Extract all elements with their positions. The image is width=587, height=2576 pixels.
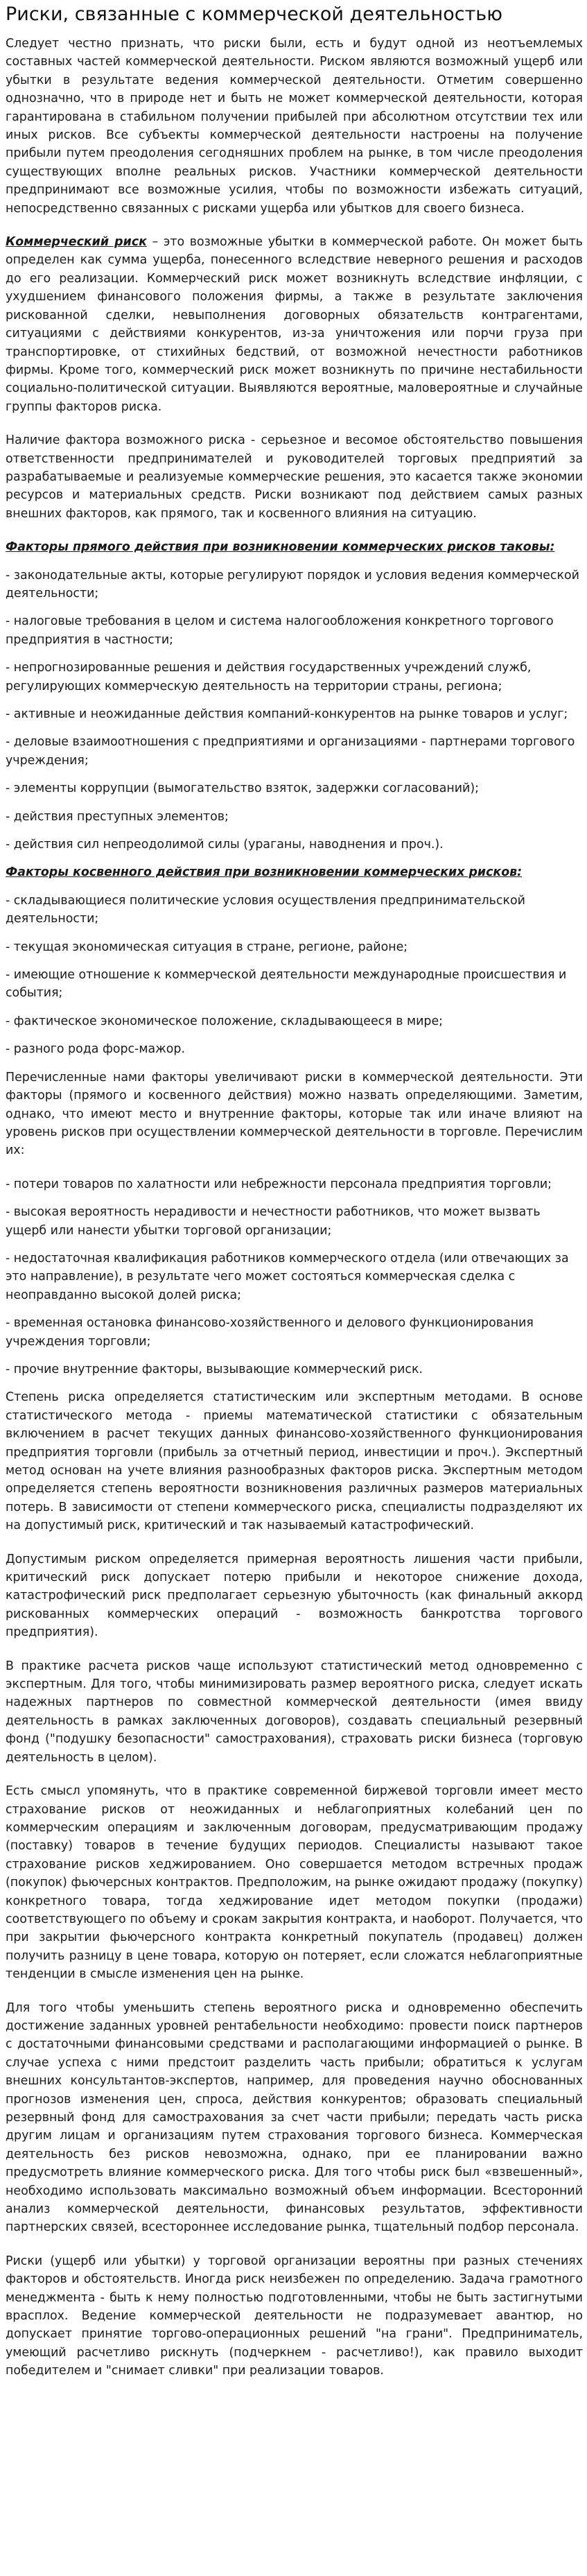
list-item: - фактическое экономическое положение, складывающееся в мире; <box>6 1014 444 1028</box>
term-highlight: Коммерческий риск <box>6 235 147 250</box>
paragraph: Есть смысл упомянуть, что в практике современной биржевой торговли имеет место страхование рисков от неожиданных и неблагоприятных колебаний цен по коммерческим операциям и заключенным договорам, предусматривающим продажу (поставку) товаров в течение будущих периодов. Специалисты называют такое страхование рисков хеджированием. Оно совершается методом встречных продаж (покупок) фьючерсных контрактов. Предположим, на рынке ожидают продажу (покупку) конкретного товара, тогда хеджирование идет методом покупки (продажи) соответствующего по объему и срокам закрытия контракта, и наоборот. Получается, что при закрытии фьючерсного контракта конкретный покупатель (продавец) должен получить разницу в цене товара, которую он потеряет, если сложатся неблагоприятные тенденции в смысле изменения цен на рынке. <box>6 1784 583 1982</box>
section-heading: Факторы прямого действия при возникновении коммерческих рисков таковы: <box>6 540 555 555</box>
paragraph: Риски (ущерб или убытки) у торговой организации вероятны при разных стечениях факторов и обстоятельств. Иногда риск неизбежен по определению. Задача грамотного менеджмента - быть к нему полностью подготовленными, чтобы не быть застигнутыми врасплох. Ведение коммерческой деятельности не подразумевает авантюр, но допускает принятие торгово-операционных решений "на грани". Предприниматель, умеющий расчетливо рискнуть (подчеркнем - расчетливо!), как правило выходит победителем и "снимает сливки" при реализации товаров. <box>6 2254 583 2378</box>
paragraph: Следует честно признать, что риски были, есть и будут одной из неотъемлемых составных частей коммерческой деятельности. Риском являются возможный ущерб или убытки в результате ведения коммерческой деятельности. Отметим совершенно однозначно, что в природе нет и быть не может коммерческой деятельности, которая гарантирована в стабильном получении прибылей при абсолютном отсутствии тех или иных рисков. Все субъекты коммерческой деятельности настроены на получение прибыли путем преодоления сегодняшних проблем на рынке, в том числе преодоления существующих вполне реальных рисков. Участники коммерческой деятельности предпринимают все возможные усилия, чтобы по возможности избежать ситуаций, непосредственно связанных с рисками ущерба или убытков для своего бизнеса. <box>6 37 583 216</box>
list-item: - временная остановка финансово-хозяйственного и делового функционирования учреждения торговли; <box>6 1316 534 1349</box>
list-item: - элементы коррупции (вымогательство взяток, задержки согласований); <box>6 781 480 796</box>
list-item: - налоговые требования в целом и система налогообложения конкретного торгового предприятия в частности; <box>6 614 554 647</box>
article-title: Риски, связанные с коммерческой деятельностью <box>6 3 502 25</box>
list-item: - разного рода форс-мажор. <box>6 1042 185 1057</box>
paragraph: Для того чтобы уменьшить степень вероятного риска и одновременно обеспечить достижение заданных уровней рентабельности необходимо: провести поиск партнеров с достаточными финансовыми средствами и располагающими информацией о рынке. В случае успеха с ними предстоит разделить часть прибыли; обратиться к услугам внешних консультантов-экспертов, например, для проведения научно обоснованных прогнозов изменения цен, спроса, действия конкурентов; образовать специальный резервный фонд для самострахования за счет части прибыли; передать часть риска другим лицам и организациям путем страхования торгового бизнеса. Коммерческая деятельность без рисков невозможна, однако, при ее планировании важно предусмотреть влияние коммерческого риска. Для того чтобы риск был «взвешенный», необходимо использовать максимально возможный объем информации. Всесторонний анализ коммерческой деятельности, финансовых результатов, эффективности партнерских связей, всестороннее исследование рынка, тщательный подбор персонала. <box>6 2000 583 2235</box>
list-item: - непрогнозированные решения и действия государственных учреждений служб, регулирующих коммерческую деятельность на территории страны, региона; <box>6 661 532 693</box>
paragraph: В практике расчета рисков чаще используют статистический метод одновременно с экспертным. Для того, чтобы минимизировать размер вероятного риска, следует искать надежных партнеров по совместной коммерческой деятельности (имея ввиду деятельность в рамках заключенных договоров), создавать специальный резервный фонд ("подушку безопасности" самострахования), страховать риски бизнеса (торговую деятельность в целом). <box>6 1659 583 1765</box>
paragraph-text: – это возможные убытки в коммерческой работе. Он может быть определен как сумма ущерба, понесенного вследствие неверного решения и расходов до его реализации. Коммерческий риск может возникнуть вследствие инфляции, с ухудшением финансового положения фирмы, а также в результате заключения рискованной сделки, невыполнения договорных обязательств контрагентами, ситуациями с действиями конкурентов, из-за уничтожения или порчи груза при транспортировке, от стихийных бедствий, от возможной нечестности работников фирмы. Кроме того, коммерческий риск может возникнуть по причине нестабильности социально-политической ситуации. Выявляются вероятные, маловероятные и случайные группы факторов риска. <box>6 235 583 414</box>
list-item: - имеющие отношение к коммерческой деятельности международные происшествия и события; <box>6 968 567 1001</box>
list-item: - недостаточная квалификация работников коммерческого отдела (или отвечающих за это направление), в результате чего может состояться коммерческая сделка с неоправданно высокой долей риска; <box>6 1251 569 1302</box>
section-heading: Факторы косвенного действия при возникновении коммерческих рисков: <box>6 865 523 880</box>
paragraph: Перечисленные нами факторы увеличивают риски в коммерческой деятельности. Эти факторы (прямого и косвенного действия) можно назвать определяющими. Заметим, однако, что имеют место и внутренние факторы, которые так или иначе влияют на уровень рисков при осуществлении коммерческой деятельности в торговле. Перечислим их: <box>6 1070 583 1158</box>
list-item: - текущая экономическая ситуация в стране, регионе, районе; <box>6 940 408 954</box>
paragraph: Наличие фактора возможного риска - серьезное и весомое обстоятельство повышения ответственности предпринимателей и руководителей торговых предприятий за разрабатываемые и реализуемые коммерческие решения, это касается также экономии ресурсов и материальных средств. Риски возникают под действием самых разных внешних факторов, как прямого, так и косвенного влияния на ситуацию. <box>6 433 583 521</box>
list-item: - активные и неожиданные действия компаний-конкурентов на рынке товаров и услуг; <box>6 707 568 721</box>
list-item: - высокая вероятность нерадивости и нечестности работников, что может вызвать ущерб или нанести убытки торговой организации; <box>6 1205 541 1238</box>
list-item: - действия сил непреодолимой силы (ураганы, наводнения и проч.). <box>6 838 444 852</box>
article-body <box>6 35 583 2380</box>
list-item: - складывающиеся политические условия осуществления предпринимательской деятельности; <box>6 893 525 926</box>
paragraph: Допустимым риском определяется примерная вероятность лишения части прибыли, критический риск допускает потерю прибыли и некоторое снижение дохода, катастрофический риск предполагает серьезную убыточность (как финальный аккорд рискованных коммерческих операций - возможность банкротства торгового предприятия). <box>6 1552 583 1640</box>
list-item: - деловые взаимоотношения с предприятиями и организациями - партнерами торгового учреждения; <box>6 735 575 768</box>
list-item: - потери товаров по халатности или небрежности персонала предприятия торговли; <box>6 1177 552 1191</box>
list-item: - законодательные акты, которые регулируют порядок и условия ведения коммерческой деятельности; <box>6 568 579 600</box>
list-item: - прочие внутренние факторы, вызывающие коммерческий риск. <box>6 1362 423 1376</box>
paragraph: Степень риска определяется статистическим или экспертным методами. В основе статистического метода - приемы математической статистики с обязательным включением в расчет текущих данных финансово-хозяйственного функционирования предприятия торговли (прибыль за отчетный период, инвестиции и проч.). Экспертный метод основан на учете влияния разнообразных факторов риска. Экспертным методом определяется степень вероятности возникновения различных размеров материальных потерь. В зависимости от степени коммерческого риска, специалисты подразделяют их на допустимый риск, критический и так называемый катастрофический. <box>6 1390 583 1533</box>
list-item: - действия преступных элементов; <box>6 809 229 824</box>
paragraph <box>6 233 583 416</box>
